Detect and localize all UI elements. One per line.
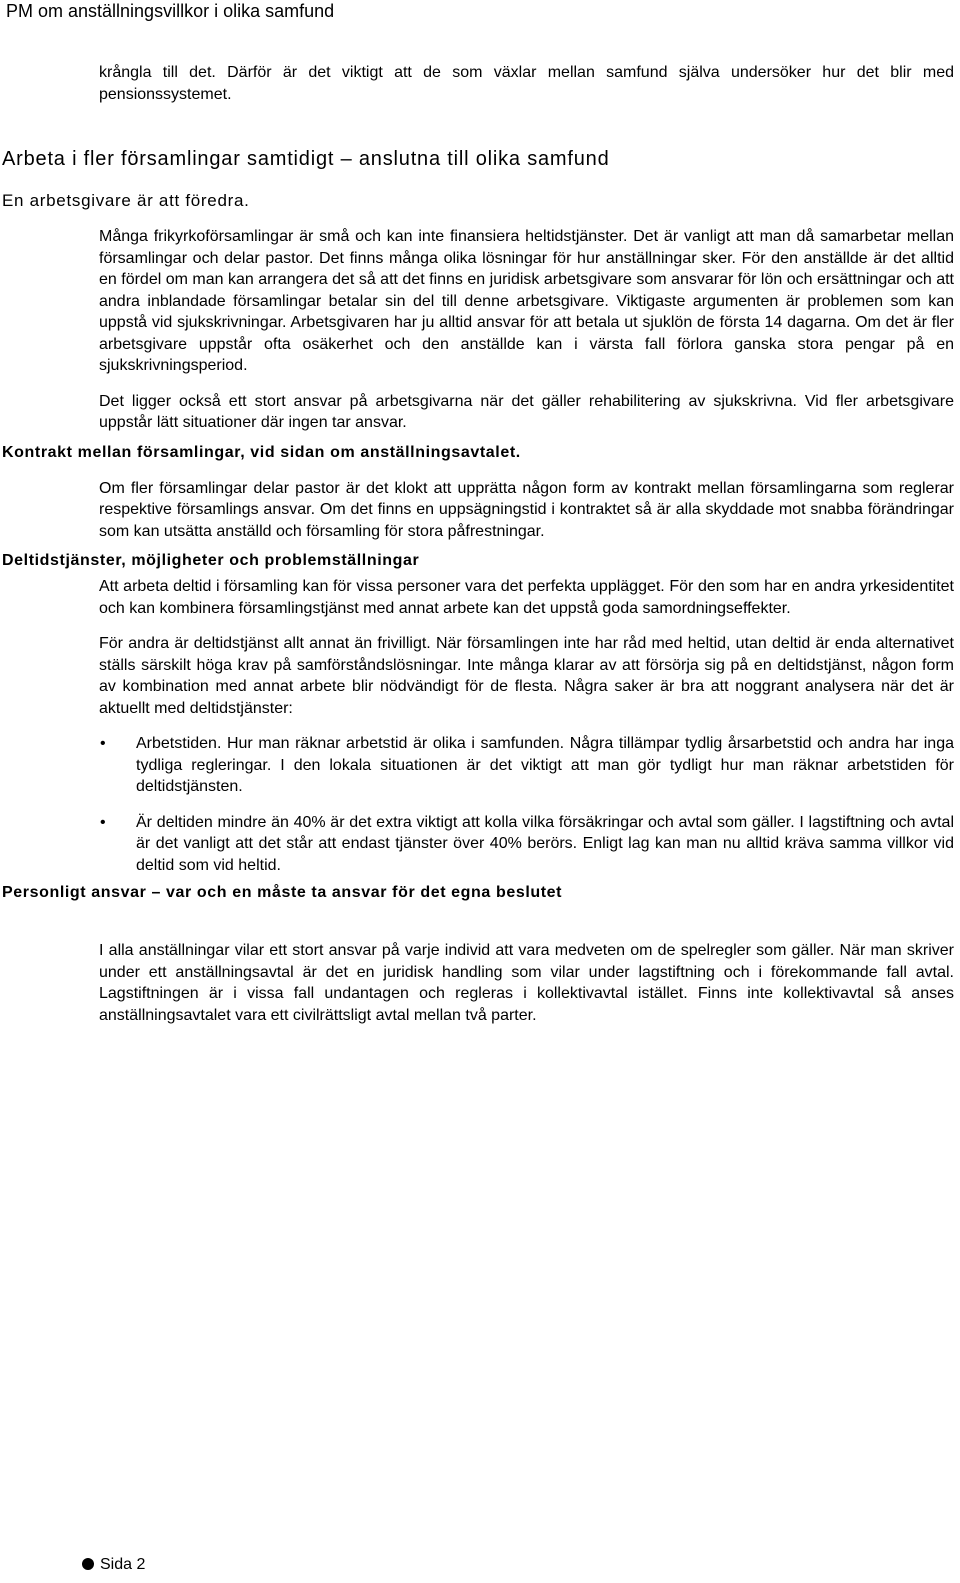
paragraph-deltid-frivilligt: För andra är deltidstjänst allt annat än frivilligt. När församlingen inte har råd med heltid, utan deltid är enda alternativet ställs särskilt höga krav på samförståndslösningar. Inte många klarar av att försörja sig på en deltidstjänst, någon form av kombination med annat arbete blir nödvändigt för de flesta. Några saker är bra att noggrant analysera när det är aktuellt med deltidstjänster:: [99, 635, 954, 717]
section-heading-deltidstjanster: Deltidstjänster, möjligheter och problemställningar: [2, 552, 420, 569]
list-item: [100, 812, 954, 877]
page-number: Sida 2: [100, 1556, 146, 1573]
bullet-icon: •: [100, 813, 106, 831]
paragraph-rehabilitering: Det ligger också ett stort ansvar på arbetsgivarna när det gäller rehabilitering av sjukskrivna. Vid fler arbetsgivare uppstår lätt situationer där ingen tar ansvar.: [99, 392, 954, 431]
subheading-en-arbetsgivare: En arbetsgivare är att föredra.: [2, 191, 250, 210]
section-heading-kontrakt: Kontrakt mellan församlingar, vid sidan om anställningsavtalet.: [2, 443, 521, 461]
bullet-icon: •: [100, 735, 106, 752]
bullet-icon: [82, 1558, 94, 1570]
paragraph-kontrakt: Om fler församlingar delar pastor är det klokt att upprätta någon form av kontrakt mellan församlingarna som reglerar respektive församlings ansvar. Om det finns en uppsägningstid i kontraktet så är alla skyddade mot snabba förändringar som kan utsätta anställd och församling för stora påfrestningar.: [99, 479, 954, 540]
list-item: [100, 733, 954, 798]
paragraph-deltid-perfekt: Att arbeta deltid i församling kan för vissa personer vara det perfekta upplägget. För den som har en andra yrkesidentitet och kan kombinera församlingstjänst med annat arbete kan det uppstå goda samordningseffekter.: [99, 578, 954, 617]
deltid-bullet-list: [0, 733, 960, 876]
paragraph-manga-frikyrkoforsamlingar: Många frikyrkoförsamlingar är små och kan inte finansiera heltidstjänster. Det är vanligt att man då samarbetar mellan församlingar och delar pastor. Det finns många olika lösningar för hur anställningar sker. För den anställde är det alltid en fördel om man kan arrangera det så att det finns en juridisk arbetsgivare som ansvarar för lön och ersättningar och att andra inblandade församlingar betalar sin del till denne arbetsgivare. Viktigaste argumenten är problemen som kan uppstå vid sjukskrivningar. Arbetsgivaren har ju alltid ansvar för att betala ut sjuklön de första 14 dagarna. Om det är fler arbetsgivare uppstår ofta osäkerhet och den anställde kan i värsta fall förlora ganska stora pengar på en sjukskrivningsperiod.: [99, 228, 954, 374]
document-header: PM om anställningsvillkor i olika samfund: [6, 1, 335, 21]
intro-paragraph: krångla till det. Därför är det viktigt att de som växlar mellan samfund själva undersöker hur det blir med pensionssystemet.: [99, 64, 954, 103]
section-heading-fler-forsamlingar: Arbeta i fler församlingar samtidigt – anslutna till olika samfund: [2, 148, 610, 170]
list-item-text: Arbetstiden. Hur man räknar arbetstid är olika i samfunden. Några tillämpar tydlig årsarbetstid och andra har inga tydliga regleringar. I den lokala situationen är det viktigt att man gör tydligt hur man räknar arbetstiden för deltidstjänsten.: [136, 735, 954, 795]
section-heading-personligt-ansvar: Personligt ansvar – var och en måste ta ansvar för det egna beslutet: [2, 884, 563, 901]
page-footer: [82, 1555, 145, 1575]
paragraph-personligt-ansvar: I alla anställningar vilar ett stort ansvar på varje individ att vara medveten om de spelregler som gäller. När man skriver under ett anställningsavtal är det en juridisk handling som vilar under lagstiftning och i förekommande fall avtal. Lagstiftningen är i vissa fall undantagen och regleras i kollektivavtal istället. Finns inte kollektivavtal så anses anställningsavtalet vara ett civilrättsligt avtal mellan två parter.: [99, 942, 954, 1024]
list-item-text: Är deltiden mindre än 40% är det extra viktigt att kolla vilka försäkringar och avtal som gäller. I lagstiftning och avtal är det vanligt att det står att endast tjänster över 40% berörs. Enligt lag kan man nu alltid kräva samma villkor vid deltid som vid heltid.: [136, 813, 954, 874]
document-body: [0, 62, 960, 1026]
